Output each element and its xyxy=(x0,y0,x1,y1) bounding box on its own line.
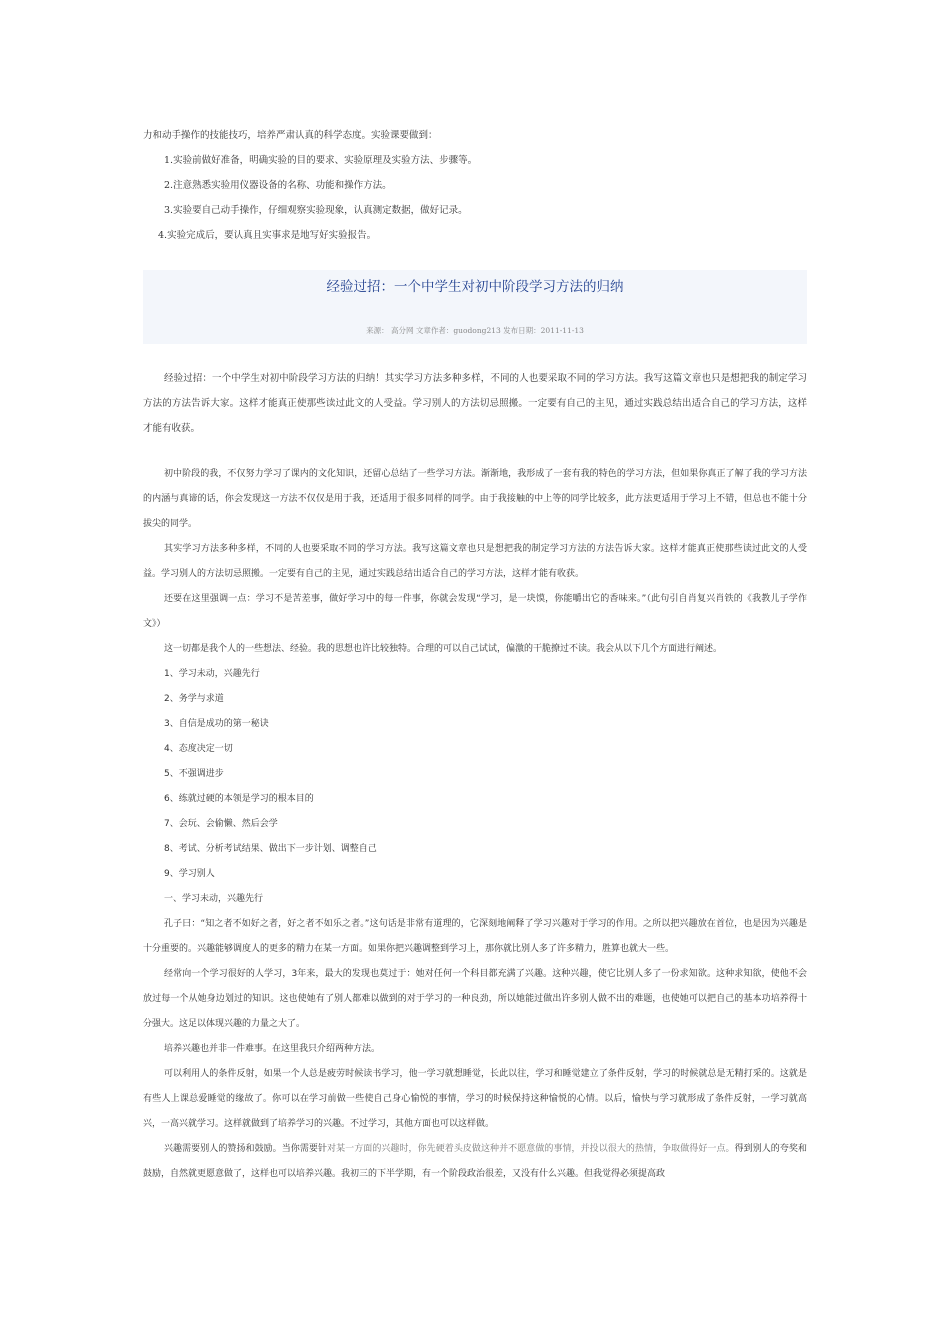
list-item: 2、务学与求道 xyxy=(164,694,224,704)
list-item: 3、自信是成功的第一秘诀 xyxy=(164,719,269,729)
paragraph: 培养兴趣也并非一件难事。在这里我只介绍两种方法。 xyxy=(164,1044,381,1054)
paragraph: 孔子曰：“知之者不如好之者，好之者不如乐之者。”这句话是非常有道理的，它深刻地阐释了学习兴趣对于学习的作用。之所以把兴趣放在首位，也是因为兴趣是十分重要的。兴趣能够调度人的更多的精力在某一方面。如果你把兴趣调整到学习上，那你就比别人多了许多精力，胜算也就大一些。 xyxy=(143,919,807,954)
article-body xyxy=(143,462,807,1187)
requirement-item: 4.实验完成后，要认真且实事求是地写好实验报告。 xyxy=(158,230,377,241)
article-meta: 来源： 高分网 文章作者：guodong213 发布日期：2011-11-13 xyxy=(366,326,584,335)
paragraph-part: 对某一方面的兴趣时，你先硬着头皮做这种并不愿意做的事情，并投以很大的热情，争取做得好一点。 xyxy=(327,1144,735,1154)
experiment-requirements xyxy=(143,123,807,248)
list-item: 1、学习未动，兴趣先行 xyxy=(164,669,260,679)
requirement-item: 3.实验要自己动手操作，仔细观察实验现象，认真测定数据，做好记录。 xyxy=(164,205,468,216)
requirement-item: 1.实验前做好准备，明确实验的目的要求、实验原理及实验方法、步骤等。 xyxy=(164,155,478,166)
list-item: 9、学习别人 xyxy=(164,869,215,879)
list-item: 8、考试、分析考试结果、做出下一步计划、调整自己 xyxy=(164,844,377,854)
paragraph: 其实学习方法多种多样，不同的人也要采取不同的学习方法。我写这篇文章也只是想把我的制定学习方法的方法告诉大家。这样才能真正使那些读过此文的人受益。学习别人的方法切忌照搬。一定要有自己的主见，通过实践总结出适合自己的学习方法，这样才能有收获。 xyxy=(143,544,807,579)
paragraph: 初中阶段的我，不仅努力学习了课内的文化知识，还留心总结了一些学习方法。渐渐地，我形成了一套有我的特色的学习方法，但如果你真正了解了我的学习方法的内涵与真谛的话，你会发现这一方法不仅仅是用于我，还适用于很多同样的同学。由于我接触的中上等的同学比较多，此方法更适用于学习上不错，但总也不能十分拔尖的同学。 xyxy=(143,469,807,529)
paragraph: 可以利用人的条件反射，如果一个人总是疲劳时候读书学习，他一学习就想睡觉，长此以往，学习和睡觉建立了条件反射，学习的时候就总是无精打采的。这就是有些人上课总爱睡觉的缘故了。你可以在学习前做一些使自己身心愉悦的事情，学习的时候保持这种愉悦的心情。以后，愉快与学习就形成了条件反射，一学习就高兴，一高兴就学习。这样就做到了培养学习的兴趣。不过学习，其他方面也可以这样做。 xyxy=(143,1069,807,1129)
paragraph-part: 兴趣需要别人的赞扬和鼓励。当你需要针 xyxy=(164,1144,328,1154)
paragraph: 这一切都是我个人的一些想法、经验。我的思想也许比较独特。合理的可以自己试试，偏激的干脆撩过不读。我会从以下几个方面进行阐述。 xyxy=(164,644,723,654)
list-item: 5、不强调进步 xyxy=(164,769,224,779)
paragraph-part: 得到别人的夸奖和鼓励，自然就更愿意做了，这样也可以培养兴趣。我初三的下半学期，有一个阶段政治很差，又没有什么兴趣。但我觉得必须提高政 xyxy=(143,1144,807,1179)
article-lead xyxy=(143,366,807,441)
paragraph: 经常向一个学习很好的人学习，3年来，最大的发现也莫过于：她对任何一个科目都充满了兴趣。这种兴趣，使它比别人多了一份求知欲。这种求知欲，使他不会放过每一个从她身边划过的知识。这也使她有了别人都难以做到的对于学习的一种良劲，所以她能过做出许多别人做不出的难题，也使她可以把自己的基本功培养得十分强大。这足以体现兴趣的力量之大了。 xyxy=(143,969,807,1029)
paragraph: 还要在这里强调一点：学习不是苦差事，做好学习中的每一件事，你就会发现“学习，是一块馍，你能嚼出它的香味来。”（此句引自肖复兴肖铁的《我教儿子学作文》） xyxy=(143,594,807,629)
article-header xyxy=(143,270,807,344)
section-heading: 一、学习未动，兴趣先行 xyxy=(164,894,264,904)
requirement-item: 2.注意熟悉实验用仪器设备的名称、功能和操作方法。 xyxy=(164,180,392,191)
article-title: 经验过招：一个中学生对初中阶段学习方法的归纳 xyxy=(326,279,624,295)
paragraph xyxy=(143,1137,807,1187)
list-item: 7、会玩、会偷懒、然后会学 xyxy=(164,819,278,829)
list-item: 4、态度决定一切 xyxy=(164,744,233,754)
list-item: 6、练就过硬的本领是学习的根本目的 xyxy=(164,794,314,804)
lead-paragraph: 经验过招：一个中学生对初中阶段学习方法的归纳！其实学习方法多种多样，不同的人也要采取不同的学习方法。我写这篇文章也只是想把我的制定学习方法的方法告诉大家。这样才能真正使那些读过此文的人受益。学习别人的方法切忌照搬。一定要有自己的主见，通过实践总结出适合自己的学习方法，这样才能有收获。 xyxy=(143,373,807,434)
intro-line: 力和动手操作的技能技巧，培养严肃认真的科学态度。实验课要做到： xyxy=(143,130,438,141)
